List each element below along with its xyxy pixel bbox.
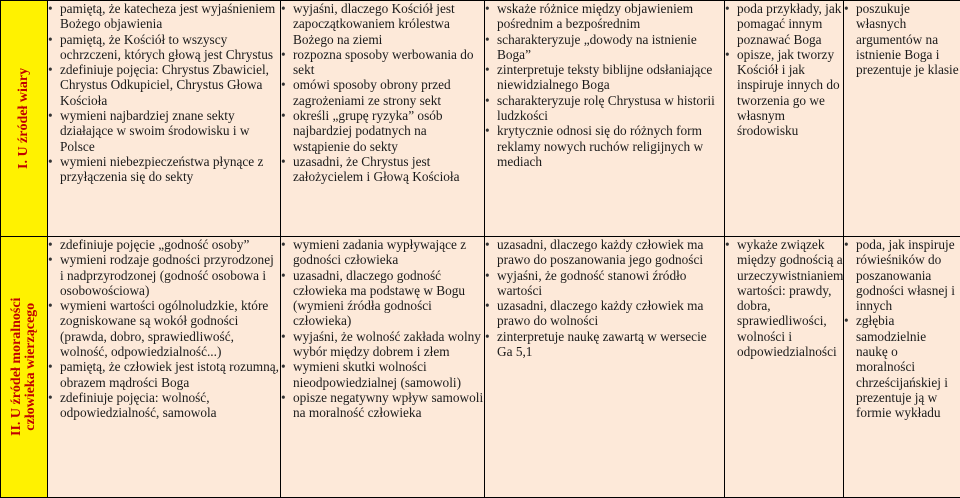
requirement-item: • pamiętą, że Kościół to wszyscy ochrzczeni, których głową jest Chrystus bbox=[48, 32, 280, 63]
requirement-item: • wskaże różnice między objawieniem pośrednim a bezpośrednim bbox=[485, 1, 724, 32]
requirement-item: • wyjaśni, że wolność zakłada wolny wybór między dobrem i złem bbox=[281, 329, 484, 360]
requirement-item: • opisze negatywny wpływ samowoli na moralność człowieka bbox=[281, 390, 484, 421]
requirement-item: • wykaże związek między godnością a urzeczywistnianiem wartości: prawdy, dobra, sprawiedliwości, wolności i odpowiedzialności bbox=[725, 237, 843, 359]
requirement-cell bbox=[844, 237, 960, 498]
requirement-item: • omówi sposoby obrony przed zagrożeniami ze strony sekt bbox=[281, 77, 484, 108]
requirement-item: • wymieni niebezpieczeństwa płynące z przyłączenia się do sekty bbox=[48, 154, 280, 185]
requirement-item: • wymieni najbardziej znane sekty działające w swoim środowisku i w Polsce bbox=[48, 108, 280, 154]
requirement-item: • uzasadni, że Chrystus jest założycielem i Głową Kościoła bbox=[281, 154, 484, 185]
requirement-list bbox=[725, 237, 843, 359]
requirement-item: • uzasadni, dlaczego godność człowieka ma podstawę w Bogu (wymieni źródła godności człowieka) bbox=[281, 268, 484, 329]
requirement-item: • opisze, jak tworzy Kościół i jak inspiruje innych do tworzenia go we własnym środowisku bbox=[725, 47, 843, 139]
section-title-line: II. U źródeł moralności bbox=[10, 298, 24, 436]
requirement-list bbox=[844, 1, 960, 77]
requirement-item: • wymieni wartości ogólnoludzkie, które zogniskowane są wokół godności (prawda, dobro, sprawiedliwość, wolność, odpowiedzialność...) bbox=[48, 298, 280, 359]
section-title bbox=[10, 298, 38, 436]
requirement-list bbox=[281, 1, 484, 185]
requirement-item: • scharakteryzuje rolę Chrystusa w historii ludzkości bbox=[485, 93, 724, 124]
requirement-item: • zdefiniuje pojęcia: wolność, odpowiedzialność, samowola bbox=[48, 390, 280, 421]
requirement-cell bbox=[485, 237, 725, 498]
section-label-cell bbox=[1, 1, 48, 237]
requirement-item: • krytycznie odnosi się do różnych form reklamy nowych ruchów religijnych w mediach bbox=[485, 123, 724, 169]
section-title-line: człowieka wierzącego bbox=[24, 298, 38, 436]
requirement-item: • określi „grupę ryzyka” osób najbardziej podatnych na wstąpienie do sekty bbox=[281, 108, 484, 154]
requirement-cell bbox=[725, 1, 844, 237]
table-row bbox=[1, 237, 960, 498]
requirement-item: • uzasadni, dlaczego każdy człowiek ma prawo do wolności bbox=[485, 298, 724, 329]
requirement-item: • zdefiniuje pojęcia: Chrystus Zbawiciel, Chrystus Odkupiciel, Chrystus Głowa Kościoła bbox=[48, 62, 280, 108]
requirement-item: • wymieni rodzaje godności przyrodzonej i nadprzyrodzonej (godność osobowa i osobowościowa) bbox=[48, 252, 280, 298]
section-title-line: I. U źródeł wiary bbox=[17, 68, 31, 169]
requirement-item: • poda przykłady, jak pomagać innym poznawać Boga bbox=[725, 1, 843, 47]
requirement-item: • wymieni zadania wypływające z godności człowieka bbox=[281, 237, 484, 268]
requirement-cell bbox=[844, 1, 960, 237]
requirement-cell bbox=[48, 1, 281, 237]
requirement-cell bbox=[725, 237, 844, 498]
requirement-list bbox=[485, 1, 724, 169]
requirement-item: • scharakteryzuje „dowody na istnienie Boga” bbox=[485, 32, 724, 63]
requirement-item: • wyjaśni, że godność stanowi źródło wartości bbox=[485, 268, 724, 299]
requirement-cell bbox=[281, 1, 485, 237]
requirement-item: • zgłębia samodzielnie naukę o moralności chrześcijańskiej i prezentuje ją w formie wykładu bbox=[844, 313, 960, 420]
requirement-list bbox=[725, 1, 843, 139]
requirement-list bbox=[48, 237, 280, 421]
requirement-item: • zinterpretuje teksty biblijne odsłaniające niewidzialnego Boga bbox=[485, 62, 724, 93]
requirement-item: • zdefiniuje pojęcie „godność osoby” bbox=[48, 237, 280, 252]
requirement-cell bbox=[281, 237, 485, 498]
requirement-item: • poda, jak inspiruje rówieśników do poszanowania godności własnej i innych bbox=[844, 237, 960, 313]
requirement-cell bbox=[48, 237, 281, 498]
requirement-list bbox=[48, 1, 280, 185]
requirement-list bbox=[485, 237, 724, 359]
requirement-item: • zinterpretuje naukę zawartą w wersecie Ga 5,1 bbox=[485, 329, 724, 360]
section-title bbox=[17, 68, 31, 169]
requirement-item: • uzasadni, dlaczego każdy człowiek ma prawo do poszanowania jego godności bbox=[485, 237, 724, 268]
requirement-list bbox=[844, 237, 960, 421]
section-label-cell bbox=[1, 237, 48, 498]
requirement-cell bbox=[485, 1, 725, 237]
requirement-item: • wyjaśni, dlaczego Kościół jest zapoczątkowaniem królestwa Bożego na ziemi bbox=[281, 1, 484, 47]
requirement-item: • poszukuje własnych argumentów na istnienie Boga i prezentuje je klasie bbox=[844, 1, 960, 77]
table-row bbox=[1, 1, 960, 237]
requirement-item: • pamiętą, że człowiek jest istotą rozumną, obrazem mądrości Boga bbox=[48, 359, 280, 390]
requirement-item: • wymieni skutki wolności nieodpowiedzialnej (samowoli) bbox=[281, 359, 484, 390]
requirement-list bbox=[281, 237, 484, 421]
requirement-item: • pamiętą, że katecheza jest wyjaśnieniem Bożego objawienia bbox=[48, 1, 280, 32]
requirement-item: • rozpozna sposoby werbowania do sekt bbox=[281, 47, 484, 78]
